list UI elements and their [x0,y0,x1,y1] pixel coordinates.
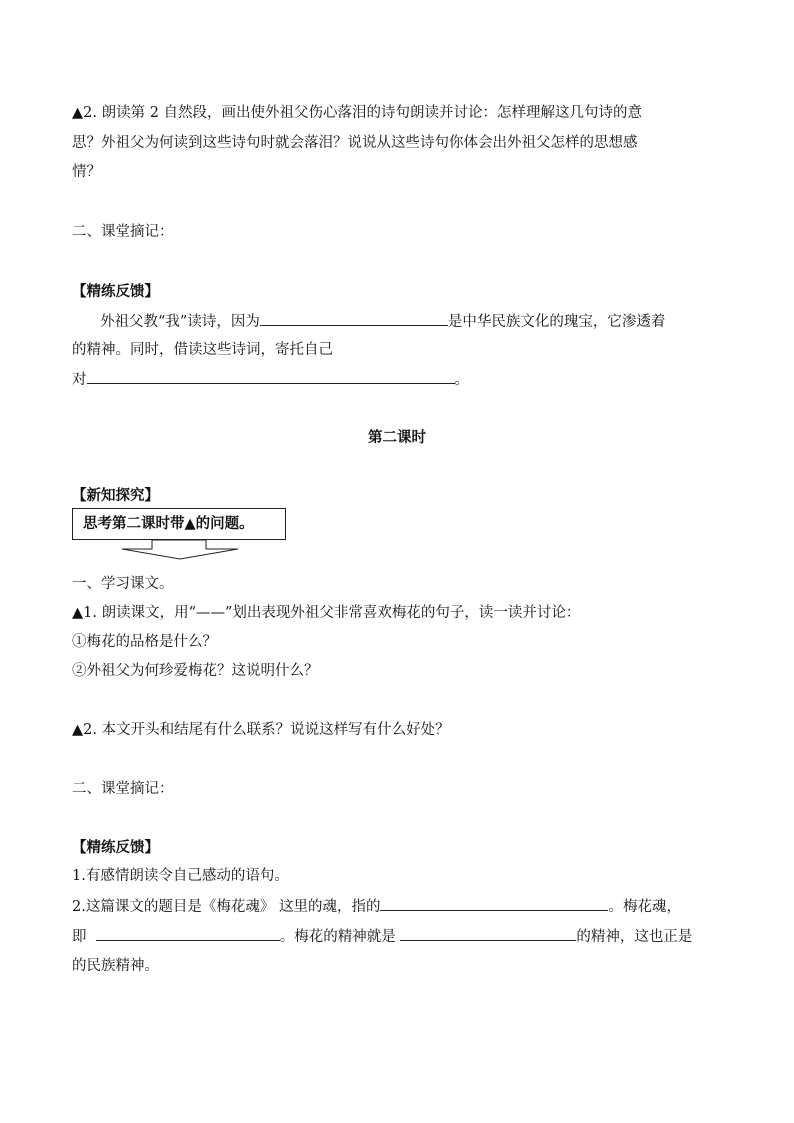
feedback-text-b: 是中华民族文化的瑰宝，它渗透着 [447,314,666,330]
feedback-item-3-text-b: 。梅花的精神就是 [279,929,396,945]
feedback-item-1: 1.有感情朗读令自己感动的语句。 [72,868,289,884]
feedback-line-2: 的精神。同时，借读这些诗词，寄托自己 [72,342,333,358]
feedback-item-3-text-a: 即 [72,929,87,945]
feedback-item-4: 的民族精神。 [72,958,159,974]
feedback-text-d: 。 [454,372,469,388]
notes-heading-2: 二、课堂摘记： [72,781,174,797]
fill-blank[interactable] [380,896,608,911]
callout-box: 思考第二课时带▲的问题。 [72,508,286,540]
feedback-line-1 [100,311,665,332]
question-1a: ①梅花的品格是什么？ [72,634,217,650]
question-2: ▲2. 本文开头和结尾有什么联系？说说这样写有什么好处？ [72,722,450,738]
question-2-line-1: ▲2. 朗读第 2 自然段，画出使外祖父伤心落泪的诗句朗读并讨论：怎样理解这几句诗的意 [72,105,643,121]
fill-blank[interactable] [87,369,455,384]
feedback-line-3 [72,369,469,390]
down-arrow-icon [120,539,240,561]
feedback-text-c: 对 [72,372,87,388]
fill-blank[interactable] [96,926,280,941]
lesson-2-title: 第二课时 [368,429,426,446]
question-1: ▲1. 朗读课文，用“——”划出表现外祖父非常喜欢梅花的句子，读一读并讨论： [72,605,581,621]
feedback-item-3-text-c: 的精神，这也正是 [576,929,693,945]
feedback-text-a: 外祖父教“我”读诗，因为 [100,314,260,330]
feedback-item-2-text-b: 。梅花魂， [608,899,681,915]
feedback-heading: 【精练反馈】 [72,283,159,300]
feedback-heading-2: 【精练反馈】 [72,839,159,856]
study-heading: 一、学习课文。 [72,576,174,592]
fill-blank[interactable] [400,926,576,941]
feedback-item-2-text-a: 2.这篇课文的题目是《梅花魂》 这里的魂，指的 [72,899,381,915]
notes-heading: 二、课堂摘记： [72,224,174,240]
feedback-item-3 [72,926,692,947]
feedback-item-2 [72,896,681,917]
explore-heading: 【新知探究】 [72,487,159,504]
question-1b: ②外祖父为何珍爱梅花？这说明什么？ [72,663,319,679]
fill-blank[interactable] [260,311,448,326]
question-2-line-2: 思？外祖父为何读到这些诗句时就会落泪？说说从这些诗句你体会出外祖父怎样的思想感 [72,135,638,151]
question-2-line-3: 情？ [72,164,101,180]
